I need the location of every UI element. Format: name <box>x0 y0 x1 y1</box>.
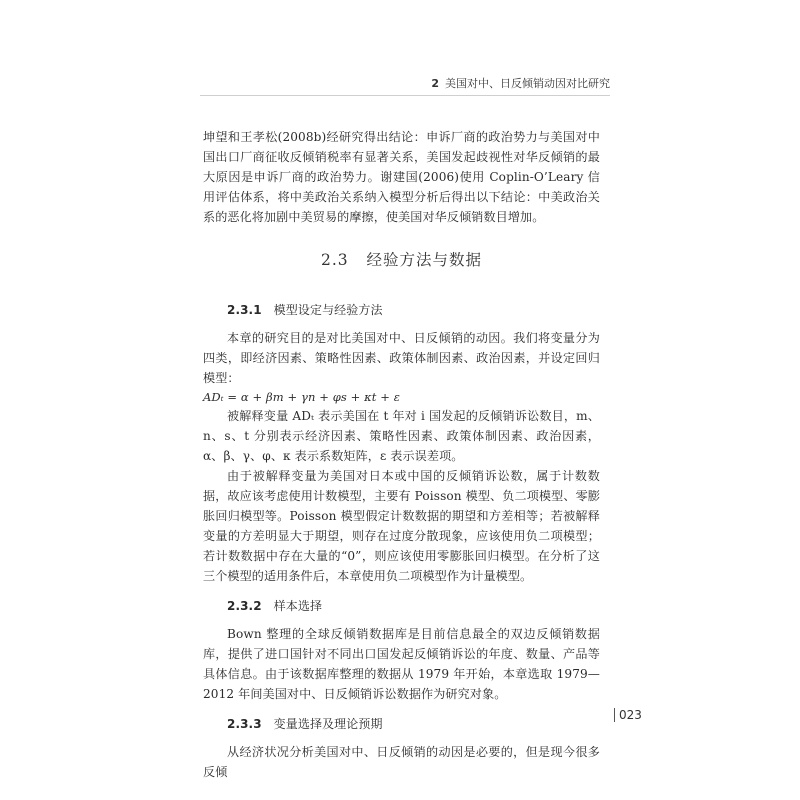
subsection-title-text: 样本选择 <box>273 599 323 613</box>
header-divider <box>200 95 610 96</box>
intro-paragraph: 坤望和王孝松(2008b)经研究得出结论：申诉厂商的政治势力与美国对中国出口厂商征收反倾销税率有显著关系，美国发起歧视性对华反倾销的最大原因是申诉厂商的政治势力。谢建国(2006)使用 Coplin-O’Leary 信用评估体系，将中美政治关系纳入模型分析后得出以下结论：中美政治关系的恶化将加剧中美贸易的摩擦，使美国对华反倾销数目增加。 <box>203 130 600 224</box>
subsection-title-text: 模型设定与经验方法 <box>273 303 383 317</box>
subsection-title-text: 变量选择及理论预期 <box>273 717 383 731</box>
section-title-text: 经验方法与数据 <box>366 251 482 269</box>
section-number: 2.3 <box>321 251 349 269</box>
paragraph-model-choice: 由于被解释变量为美国对日本或中国的反倾销诉讼数，属于计数数据，故应该考虑使用计数模型，主要有 Poisson 模型、负二项模型、零膨胀回归模型等。Poisson 模型假定计数数据的期望和方差相等；若被解释变量的方差明显大于期望，则存在过度分散现象，应该使用负二项模型；若计数数据中存在大量的“0”，则应该使用零膨胀回归模型。在分析了这三个模型的适用条件后，本章使用负二项模型作为计量模型。 <box>203 469 600 583</box>
chapter-title: 美国对中、日反倾销动因对比研究 <box>445 77 610 90</box>
running-header <box>400 75 610 91</box>
section-title <box>203 250 600 270</box>
subsection-title-2-3-1 <box>227 300 600 320</box>
subsection-title-2-3-2 <box>227 596 600 616</box>
paragraph-sample-selection: Bown 整理的全球反倾销数据库是目前信息最全的双边反倾销数据库，提供了进口国针对不同出口国发起反倾销诉讼的年度、数量、产品等具体信息。由于该数据库整理的数据从 1979 年开始，本章选取 1979—2012 年间美国对中、日反倾销诉讼数据作为研究对象。 <box>203 627 600 701</box>
subsection-title-2-3-3 <box>227 714 600 734</box>
paragraph-variable-definition: 被解释变量 ADₜ 表示美国在 t 年对 i 国发起的反倾销诉讼数目，m、n、s、t 分别表示经济因素、策略性因素、政策体制因素、政治因素，α、β、γ、φ、κ 表示系数矩阵，ε 表示误差项。 <box>203 409 600 463</box>
paragraph-variable-selection: 从经济状况分析美国对中、日反倾销的动因是必要的，但是现今很多反倾 <box>203 745 600 779</box>
page-number: 023 <box>614 708 642 722</box>
subsection-number: 2.3.1 <box>227 303 262 317</box>
chapter-number: 2 <box>431 77 439 90</box>
page-body <box>203 127 600 782</box>
subsection-number: 2.3.3 <box>227 717 262 731</box>
paragraph-research-aim: 本章的研究目的是对比美国对中、日反倾销的动因。我们将变量分为四类，即经济因素、策略性因素、政策体制因素、政治因素，并设定回归模型： <box>203 331 600 385</box>
subsection-number: 2.3.2 <box>227 599 262 613</box>
regression-formula: ADₜ = α + βm + γn + φs + κt + ε <box>203 390 401 404</box>
